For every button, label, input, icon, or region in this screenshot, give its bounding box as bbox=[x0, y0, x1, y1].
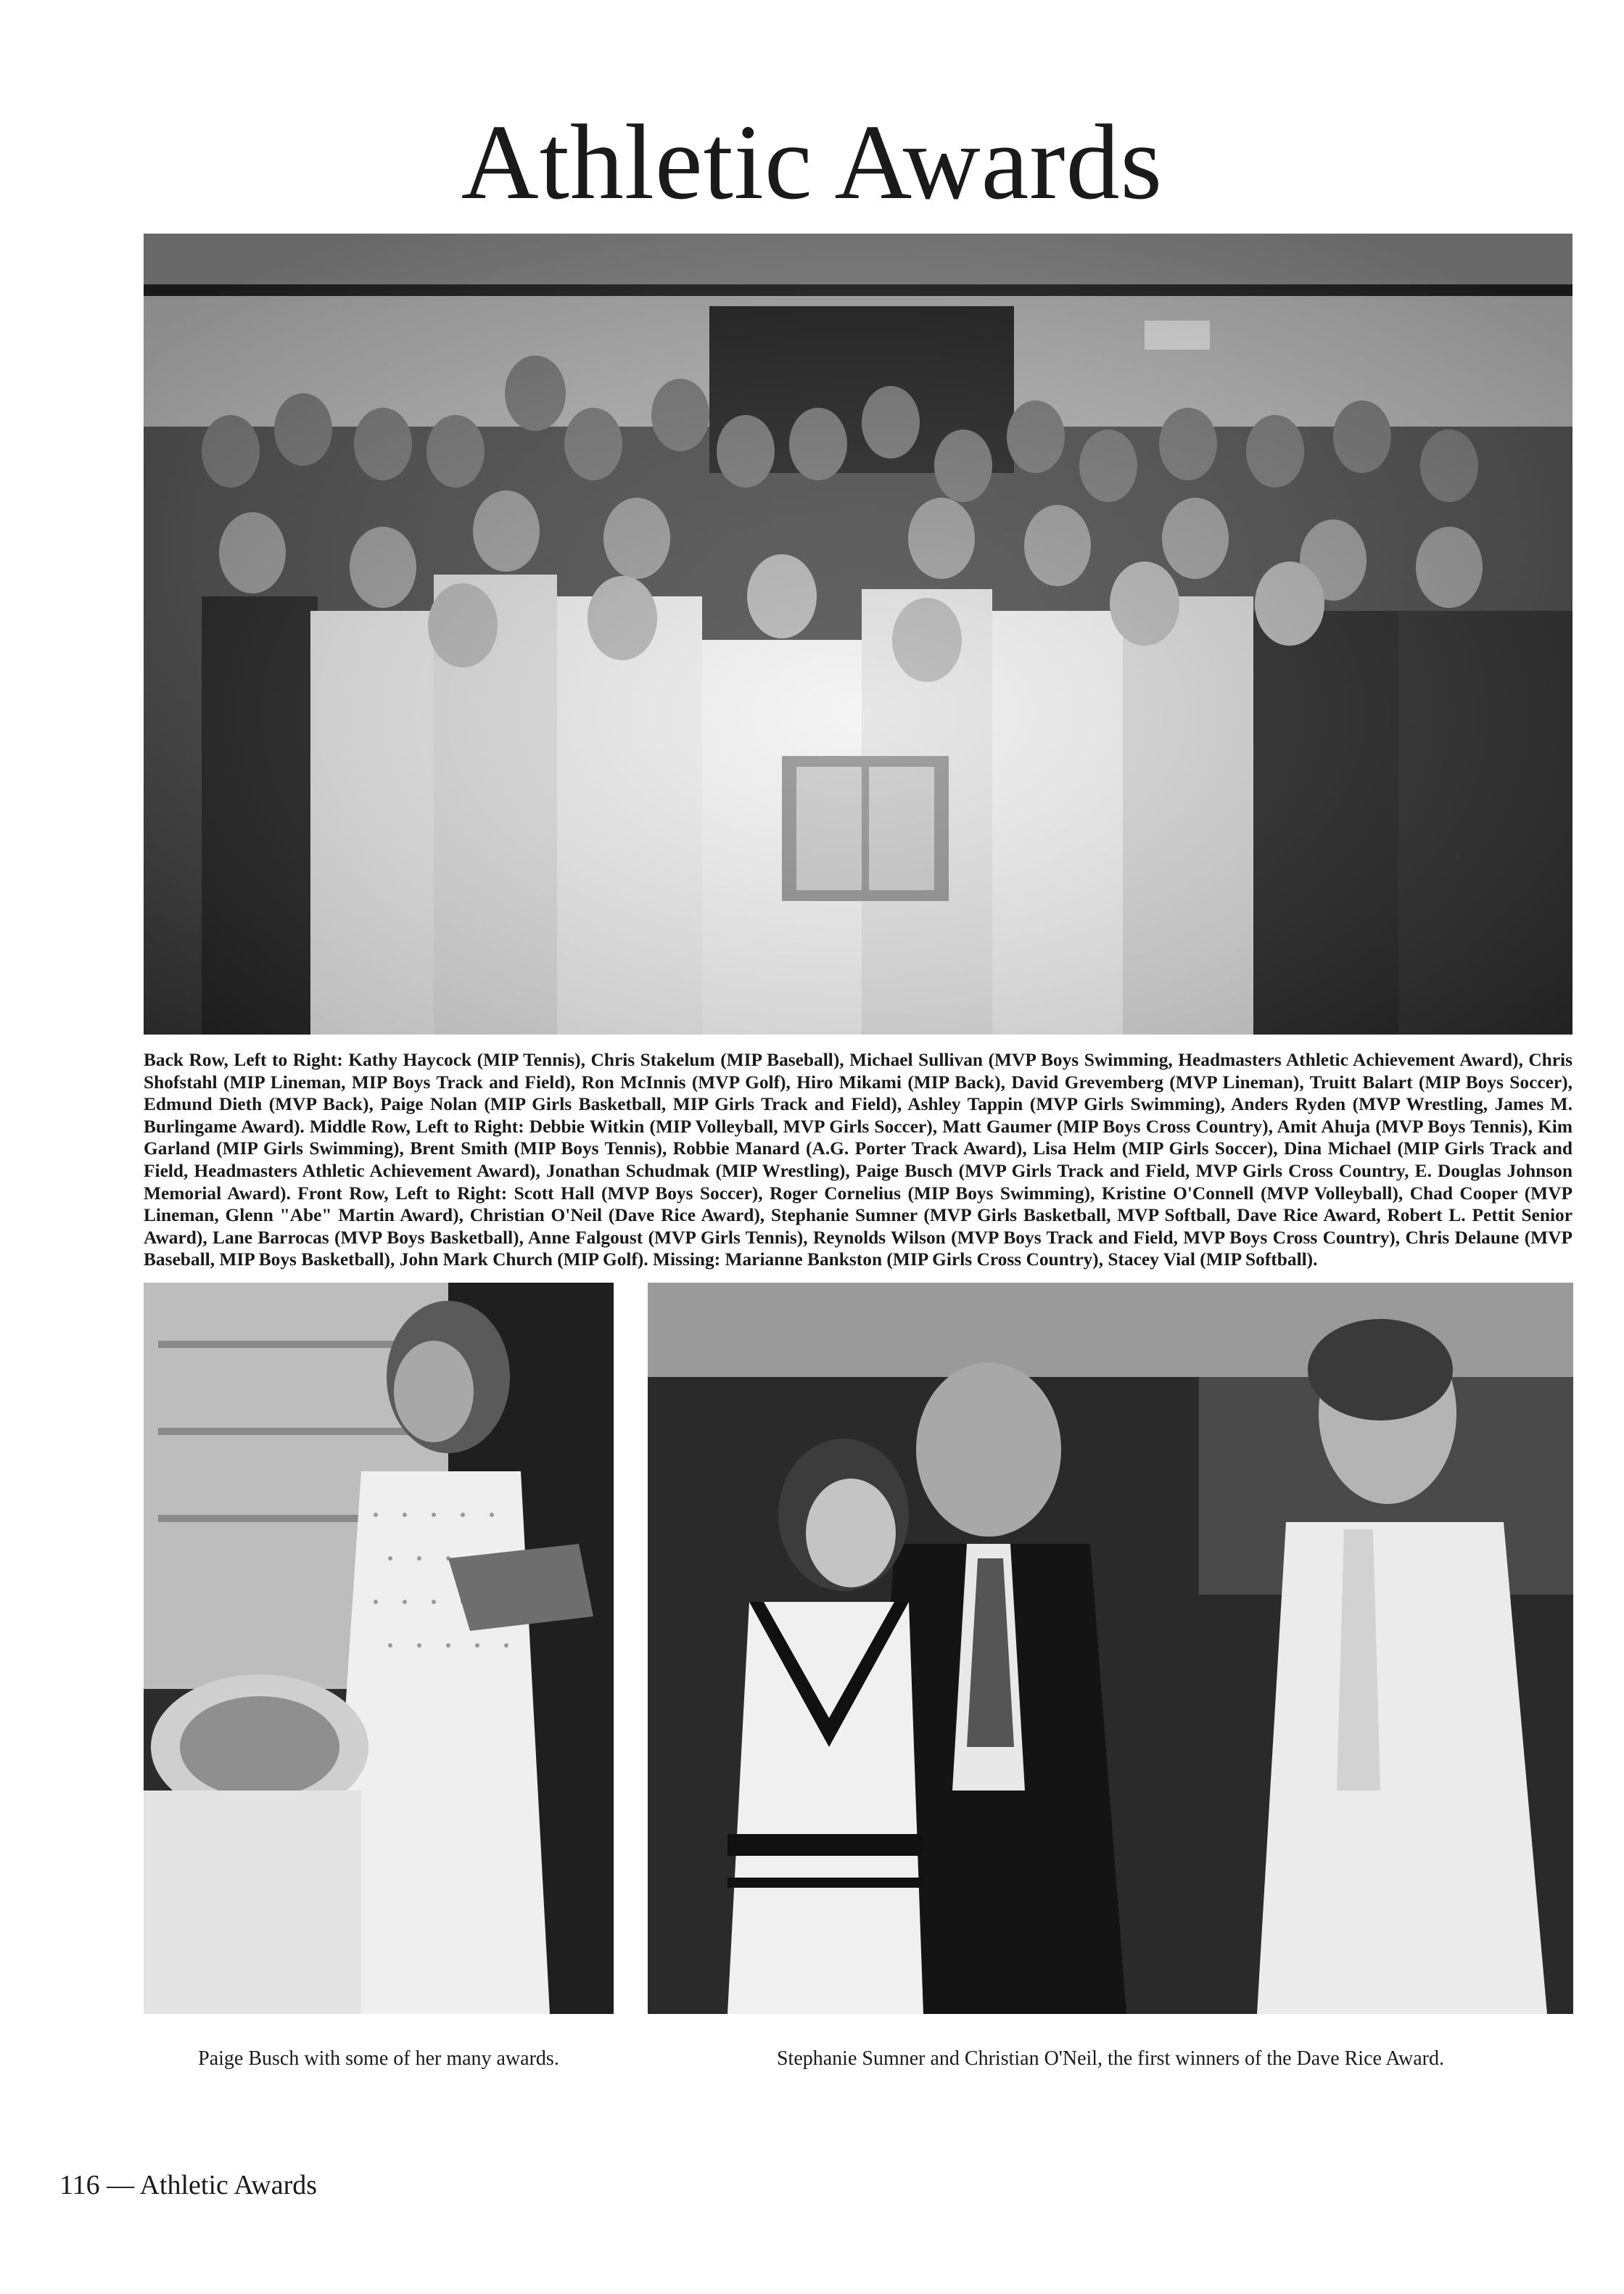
stephanie-christian-photo-image bbox=[648, 1283, 1573, 2014]
stephanie-christian-photo-caption: Stephanie Sumner and Christian O'Neil, the first winners of the Dave Rice Award. bbox=[776, 2047, 1445, 2070]
paige-photo-image bbox=[144, 1283, 614, 2014]
group-photo-caption: Back Row, Left to Right: Kathy Haycock (MIP Tennis), Chris Stakelum (MIP Baseball), Michael Sullivan (MVP Boys Swimming, Headmasters Athletic Achievement Award), Chris Shofstahl (MIP Lineman, MIP Boys Track and Field), Ron McInnis (MVP Golf), Hiro Mikami (MIP Back), David Grevemberg (MVP Lineman), Truitt Balart (MIP Boys Soccer), Edmund Dieth (MVP Back), Paige Nolan (MIP Girls Basketball, MIP Girls Track and Field), Ashley Tappin (MVP Girls Swimming), Anders Ryden (MVP Wrestling, James M. Burlingame Award). Middle Row, Left to Right: Debbie Witkin (MIP Volleyball, MVP Girls Soccer), Matt Gaumer (MIP Boys Cross Country), Amit Ahuja (MVP Boys Tennis), Kim Garland (MIP Girls Swimming), Brent Smith (MIP Boys Tennis), Robbie Manard (A.G. Porter Track Award), Lisa Helm (MIP Girls Soccer), Dina Michael (MIP Girls Track and Field, Headmasters Athletic Achievement Award), Jonathan Schudmak (MIP Wrestling), Paige Busch (MVP Girls Track and Field, MVP Girls Cross Country, E. Douglas Johnson Memorial Award). Front Row, Left to Right: Scott Hall (MVP Boys Soccer), Roger Cornelius (MIP Boys Swimming), Kristine O'Connell (MVP Volleyball), Chad Cooper (MVP Lineman, Glenn "Abe" Martin Award), Christian O'Neil (Dave Rice Award), Stephanie Sumner (MVP Girls Basketball, MVP Softball, Dave Rice Award, Robert L. Pettit Senior Award), Lane Barrocas (MVP Boys Basketball), Anne Falgoust (MVP Girls Tennis), Reynolds Wilson (MVP Boys Track and Field, MVP Boys Cross Country), Chris Delaune (MVP Baseball, MIP Boys Basketball), John Mark Church (MIP Golf). Missing: Marianne Bankston (MIP Girls Cross Country), Stacey Vial (MIP Softball). bbox=[144, 1050, 1573, 1270]
page-title: Athletic Awards bbox=[461, 103, 1163, 222]
group-photo bbox=[144, 234, 1573, 1035]
paige-photo-caption: Paige Busch with some of her many awards. bbox=[198, 2047, 559, 2070]
group-photo-image bbox=[144, 234, 1573, 1035]
page-folio: 116 — Athletic Awards bbox=[59, 2170, 318, 2200]
stephanie-christian-photo bbox=[648, 1283, 1573, 2014]
paige-photo bbox=[144, 1283, 614, 2014]
